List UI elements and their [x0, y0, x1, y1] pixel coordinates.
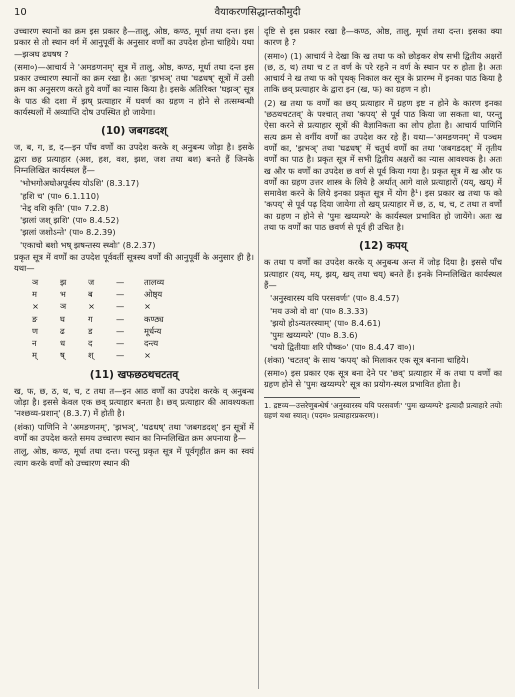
- section-heading-12: (12) कपय्: [359, 240, 407, 253]
- grid-cell: म: [32, 288, 37, 299]
- grid-cell: —: [116, 276, 125, 287]
- grid-cell: ङ: [32, 313, 38, 324]
- paragraph: दृष्टि से इस प्रकार रखा है—कण्ठ, ओष्ठ, तालु, मूर्धा तथा दन्त। इसका क्या कारण है ?: [264, 26, 502, 48]
- grid-cell: मूर्धन्य: [144, 325, 162, 336]
- paragraph: (समा०) (1) आचार्य ने देखा कि ख तथा फ को छोड़कर शेष सभी द्वितीय अक्षरों (छ, ठ, थ) तथा च ट त वर्ण के परे रहने न वर्ण के स्थान पर रु होता है। अतः आचार्य ने ख तथा फ को पृथक् निकाल कर सूत्र के प्रारम्भ में इनका पाठ किया है ताकि छव् प्रत्याहार के द्वारा इन (ख, फ) का ग्रहण न हो।: [264, 50, 502, 95]
- sutra-item: 'हशि च' (पा० 6.1.110): [20, 190, 100, 201]
- sutra-item: 'एकाचो बशो भष् झषन्तस्य स्ध्वोः' (8.2.37): [20, 239, 156, 250]
- running-title: वैयाकरणसिद्धान्तकौमुदी: [214, 7, 301, 18]
- sutra-item: 'पुमः खय्यम्परे' (पा० 8.3.6): [270, 330, 358, 341]
- paragraph: प्रकृत सूत्र में वर्णों का उपदेश पूर्ववर्ती सूत्रस्थ वर्णों की आनुपूर्वी के अनुसार ही है। यथा—: [14, 252, 254, 274]
- paragraph: (समा०) इस प्रकार एक सूत्र बना देने पर 'छव्' प्रत्याहार में क तथा प वर्णों का ग्रहण होने से 'पुमः खय्यम्परे' सूत्र का प्रयोग-स्थल प्रभावित होता है।: [264, 368, 502, 390]
- section-heading-11: (11) खफछठथचटतव्: [89, 368, 179, 381]
- grid-cell: ओष्ठ्य: [144, 288, 163, 299]
- right-column: [264, 26, 502, 691]
- paragraph: (समा०)—आचार्य ने 'अमङणनम्' सूत्र में तालु, ओष्ठ, कण्ठ, मूर्धा तथा दन्त इस प्रकार उच्चारण स्थानों का क्रम रखा है। अतः 'झभञ्' तथा 'घढधष्' सूत्रों में उसी क्रम का अनुसरण करते हुये वर्णों का न्यास किया है। इसके अतिरिक्त 'घझञ्' सूत्र के पाठ की दशा में झष् प्रत्याहार में घवर्ण का ग्रहण न होने से तत्सम्बन्धी कार्यस्थलों में अव्याप्ति दोष उपस्थित हो जायेगा।: [14, 61, 254, 118]
- grid-cell: झ: [60, 276, 67, 287]
- sutra-item: 'झयो होऽन्यतरस्याम्' (पा० 8.4.61): [270, 317, 381, 328]
- grid-cell: ×: [32, 301, 39, 312]
- sutra-item: 'मय उञो वो वा' (पा० 8.3.33): [270, 305, 368, 316]
- grid-cell: —: [116, 288, 125, 299]
- paragraph: ज, ब, ग, ड, द—इन पाँच वर्णों का उपदेश करके श् अनुबन्ध जोड़ा है। इसके द्वारा छह प्रत्याहार (अश, हश, वश, झश, जश तथा बश) बनते हैं जिनके निम्नलिखित कार्यस्थल हैं—: [14, 142, 254, 175]
- paragraph: तालु, ओष्ठ, कण्ठ, मूर्धा तथा दन्त। परन्तु प्रकृत सूत्र में पूर्वगृहीत क्रम का स्वयं त्याग करके वर्णों को उच्चारण स्थान की: [14, 446, 254, 468]
- left-column: [14, 26, 254, 691]
- paragraph: (शंका) पाणिनि ने 'अमङणनम्', 'झभञ्', 'घढधष्' तथा 'जबगडदश्' इन सूत्रों में वर्णों का उपदेश करते समय उच्चारण स्थान का निम्नलिखित क्रम अपनाया है—: [14, 421, 254, 443]
- sutra-item: 'अनुस्वारस्य ययि परसवर्णः' (पा० 8.4.57): [270, 293, 400, 304]
- grid-cell: न: [32, 338, 37, 349]
- paragraph: (शंका) 'चटतव्' के साथ 'कपय्' को मिलाकर एक सूत्र बनाना चाहिये।: [264, 354, 469, 365]
- grid-cell: दन्त्य: [144, 338, 159, 349]
- section-heading-10: (10) जबगडदश्: [101, 125, 167, 138]
- grid-cell: ×: [88, 301, 95, 312]
- grid-cell: ज: [88, 276, 95, 287]
- paragraph: उच्चारण स्थानों का क्रम इस प्रकार है—तालु, ओष्ठ, कण्ठ, मूर्धा तथा दन्त। इस प्रकार से तो स्थान वर्ग में आनुपूर्वी के अनुसार वर्णों का उपदेश होना चाहिये। यथा—झञघ ढघषष ?: [14, 26, 254, 59]
- sutra-item: 'चयो द्वितीयाः शरि पौष्क०' (पा० 8.4.47 वा०)।: [270, 342, 415, 353]
- grid-cell: श्: [88, 350, 94, 361]
- grid-cell: द: [88, 338, 93, 349]
- paragraph: (2) ख तथा फ वर्णों का छय् प्रत्याहार में ग्रहण इष्ट न होने के कारण इनका 'छठथचटतव्' के पश्चात् तथा 'कपय्' से पूर्व पाठ किया जा सकता था, परन्तु ऐसा करने से प्रत्याहार सूत्रों की वैज्ञानिकता का लोप होता है। आचार्य पाणिनि सत्य क्रम से वर्गीय वर्णों का उपदेश कर रहे हैं। यथा—'अमङणनम्' में पञ्चम वर्णों का, 'झभञ्' तथा 'घढधष्' में चतुर्थ वर्णों का तथा 'जबगडदश्' में तृतीय वर्णों का पाठ है। प्रकृत सूत्र में सभी द्वितीय अक्षरों का न्यास आवश्यक है। अतः ख और फ वर्णों का उपदेश छ वर्ण से पूर्व किया गया है। प्रकृत सूत्र में ख और फ वर्णों का ग्रहण उत्तर शास्त्र के लिये है अर्थात् आगे वाले प्रत्याहारों (यय्, खय्) में समावेश करने के लिये इनका प्रकृत सूत्र में योग है¹। इस प्रकार ख तथा फ को 'कपय्' से पूर्व पढ़ दिया जायेगा तो खय् प्रत्याहार में छ, ठ, थ, च, ट तथा त वर्णों का ग्रहण न होने से 'पुमः खय्यम्परे' के कार्यस्थल प्रभावित हो जायेंगे। अतः ख तथा फ वर्णों का पाठ छवर्ण से पूर्व ही उचित है।: [264, 97, 502, 233]
- footnote: 1. द्रष्टव्य—उत्तरेणुबन्धेर्ष 'अनुस्वारस्य ययि परसवर्णः' 'पुमः खय्यम्परे' इत्यादौ प्रत्याहारे तयोः ग्रहणं यथा स्यात्। (पदम० प्रत्याहारप्रकरण)।: [264, 400, 502, 420]
- grid-cell: तालव्य: [144, 276, 165, 287]
- column-divider: [258, 26, 259, 689]
- grid-cell: ध: [60, 338, 66, 349]
- grid-cell: घ: [60, 313, 65, 324]
- page-number: 10: [14, 7, 27, 18]
- grid-cell: —: [116, 301, 125, 312]
- sutra-item: 'भोभगोअघोअपूर्वस्य योऽशि' (8.3.17): [20, 178, 140, 189]
- paragraph: क तथा प वर्णों का उपदेश करके य् अनुबन्ध अन्त में जोड़ दिया है। इससे पाँच प्रत्याहार (यय्, मय्, झय्, खय् तथा चय्) बनते हैं। इनके निम्नलिखित कार्यस्थल हैं—: [264, 257, 502, 290]
- sutra-item: 'झलां जश् झशि' (पा० 8.4.52): [20, 215, 120, 226]
- grid-cell: कण्ठ्य: [144, 313, 164, 324]
- grid-cell: —: [116, 350, 125, 361]
- grid-cell: ×: [144, 301, 151, 312]
- grid-cell: म्: [32, 350, 37, 361]
- grid-cell: ण: [32, 325, 38, 336]
- grid-cell: —: [116, 325, 125, 336]
- grid-cell: —: [116, 313, 125, 324]
- sutra-item: 'नेड् वशि कृति' (पा० 7.2.8): [20, 202, 109, 213]
- grid-cell: —: [116, 338, 125, 349]
- grid-cell: ञ: [32, 276, 39, 287]
- sutra-item: 'झलां जशोऽन्ते' (पा० 8.2.39): [20, 227, 116, 238]
- grid-cell: ब: [88, 288, 93, 299]
- grid-cell: ड: [88, 325, 93, 336]
- sutra-list: [264, 293, 502, 353]
- grid-cell: ञ: [60, 301, 67, 312]
- paragraph: ख, फ, छ, ठ, थ, च, ट तथा त—इन आठ वर्णों का उपदेश करके व् अनुबन्ध जोड़ा है। इससे केवल एक छव् प्रत्याहार बनता है। छव् प्रत्याहार की आवश्यकता 'नश्छव्य-प्रशान्' (8.3.7) में होती है।: [14, 385, 254, 419]
- grid-cell: भ: [60, 288, 66, 299]
- sutra-list: [14, 178, 254, 251]
- grid-cell: ×: [144, 350, 151, 361]
- grid-cell: ग: [88, 313, 93, 324]
- grid-cell: ढ: [60, 325, 65, 336]
- varna-grid: [32, 277, 254, 362]
- footnote-divider: [264, 397, 360, 398]
- grid-cell: ष्: [60, 350, 65, 361]
- page-header: [10, 4, 505, 22]
